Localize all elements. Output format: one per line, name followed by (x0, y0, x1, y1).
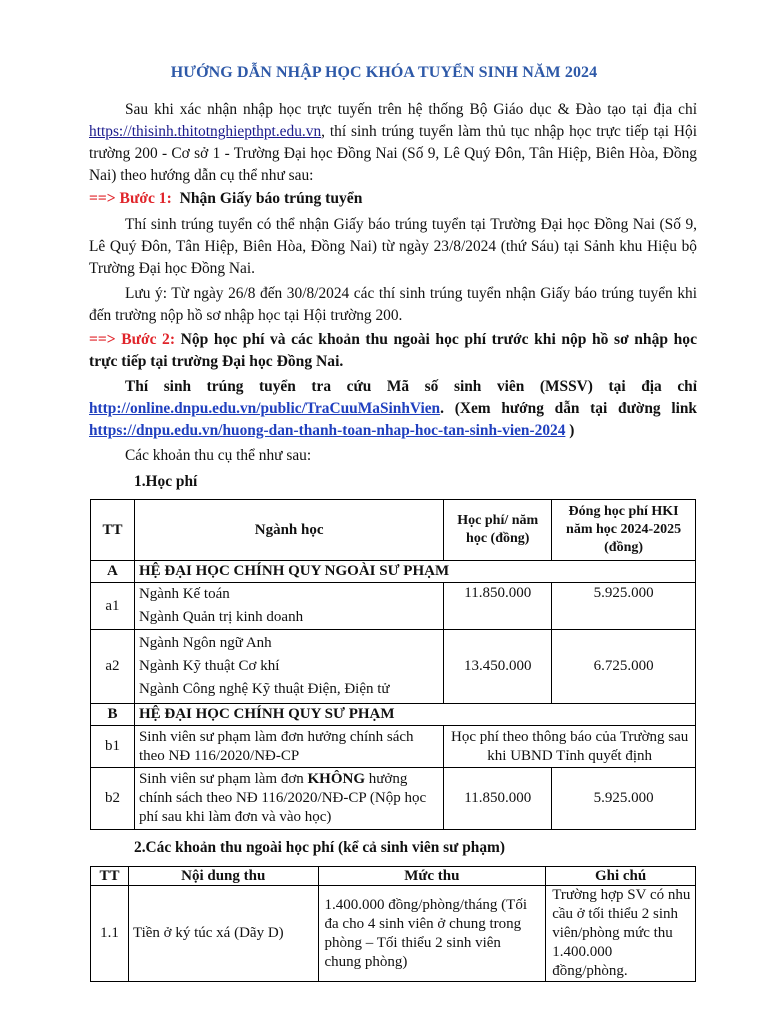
fees-table (90, 866, 696, 982)
step1-paragraph-1 (89, 214, 697, 280)
a2-nganh-1: Ngành Ngôn ngữ Anh (138, 635, 272, 651)
a2-hk1: 6.725.000 (552, 630, 696, 704)
step1-title: Nhận Giấy báo trúng tuyển (179, 190, 363, 207)
group-a-tt: A (91, 561, 135, 583)
fee-1-1-ghichu: Trường hợp SV có nhu cầu ở tối thiểu 2 sinh viên/phòng mức thu 1.400.000 đồng/phòng. (546, 886, 696, 982)
fee-1-1-mucthu: 1.400.000 đồng/phòng/tháng (Tối đa cho 4 sinh viên ở chung trong phòng – Tối thiểu 2 sinh viên chung phòng) (318, 886, 546, 982)
thisinh-link[interactable]: https://thisinh.thitotnghiepthpt.edu.vn (89, 123, 322, 140)
step2-text-1b: . (Xem hướng dẫn tại đường link (440, 400, 697, 417)
fee-1-1-tt: 1.1 (91, 886, 129, 982)
a1-nganh (134, 583, 443, 630)
step2-heading (89, 329, 697, 373)
b2-nganh-post: hưởng chính sách theo NĐ 116/2020/NĐ-CP (Nộp học phí sau khi làm đơn và vào học) (138, 771, 427, 825)
section1-label: 1.Học phí (134, 473, 198, 490)
step1-text-1: Thí sinh trúng tuyển có thể nhận Giấy báo trúng tuyển tại Trường Đại học Đồng Nai (Số 9, Lê Quý Đôn, Tân Hiệp, Biên Hòa, Đồng Nai) từ ngày 23/8/2024 (thứ Sáu) tại Sảnh khu Hiệu bộ Trường Đại học Đồng Nai. (89, 216, 697, 277)
b2-tt: b2 (91, 768, 135, 830)
b1-nganh: Sinh viên sư phạm làm đơn hưởng chính sách theo NĐ 116/2020/NĐ-CP (134, 726, 443, 768)
a2-tt: a2 (91, 630, 135, 704)
a2-nganh-2: Ngành Kỹ thuật Cơ khí (138, 658, 280, 674)
group-a-label: HỆ ĐẠI HỌC CHÍNH QUY NGOÀI SƯ PHẠM (134, 561, 695, 583)
b2-hk1: 5.925.000 (552, 768, 696, 830)
a1-tt: a1 (91, 583, 135, 630)
b1-note: Học phí theo thông báo của Trường sau khi UBND Tỉnh quyết định (444, 726, 696, 768)
a1-hocphi: 11.850.000 (444, 583, 552, 630)
b1-tt: b1 (91, 726, 135, 768)
col-hk1-header: Đóng học phí HKI năm học 2024-2025 (đồng) (552, 500, 696, 561)
huong-dan-link[interactable]: https://dnpu.edu.vn/huong-dan-thanh-toan-nhap-hoc-tan-sinh-vien-2024 (89, 422, 566, 439)
group-a-row (91, 561, 696, 583)
a2-nganh (134, 630, 443, 704)
step1-paragraph-2 (89, 283, 697, 327)
tracuu-mssv-link[interactable]: http://online.dnpu.edu.vn/public/TraCuuMaSinhVien (89, 400, 441, 417)
col-hocphi-header: Học phí/ năm học (đồng) (444, 500, 552, 561)
group-b-label: HỆ ĐẠI HỌC CHÍNH QUY SƯ PHẠM (134, 704, 695, 726)
a1-nganh-2: Ngành Quản trị kinh doanh (138, 609, 304, 625)
a2-nganh-3: Ngành Công nghệ Kỹ thuật Điện, Điện tử (138, 681, 390, 697)
fees-col-mucthu-header: Mức thu (318, 867, 546, 886)
table-row-b2 (91, 768, 696, 830)
step2-paragraph-1 (89, 376, 697, 442)
fees-col-ghichu-header: Ghi chú (546, 867, 696, 886)
b2-nganh (134, 768, 443, 830)
col-tt-header: TT (91, 500, 135, 561)
table-row-a1 (91, 583, 696, 630)
intro-text-1: Sau khi xác nhận nhập học trực tuyến trên hệ thống Bộ Giáo dục & Đào tạo tại địa chỉ (125, 101, 697, 118)
group-b-tt: B (91, 704, 135, 726)
table-row-fee-1-1 (91, 886, 696, 982)
intro-paragraph (89, 99, 697, 187)
intro-text-2: , thí sinh trúng tuyển làm thủ tục nhập học trực tiếp tại Hội trường 200 - Cơ sở 1 - Trường Đại học Đồng Nai (Số 9, Lê Quý Đôn, Tân Hiệp, Biên Hòa, Đồng Nai) theo hướng dẫn cụ thể như sau: (89, 123, 697, 184)
b2-hocphi: 11.850.000 (444, 768, 552, 830)
document-title: HƯỚNG DẪN NHẬP HỌC KHÓA TUYỂN SINH NĂM 2024 (170, 64, 598, 81)
step2-text-2: Các khoản thu cụ thể như sau: (125, 447, 312, 464)
table-row-b1 (91, 726, 696, 768)
tuition-header-row (91, 500, 696, 561)
fees-header-row (91, 867, 696, 886)
group-b-row (91, 704, 696, 726)
a1-hk1: 5.925.000 (552, 583, 696, 630)
section2-label: 2.Các khoản thu ngoài học phí (kể cả sinh viên sư phạm) (134, 839, 505, 856)
fees-col-noidung-header: Nội dung thu (128, 867, 318, 886)
a2-hocphi: 13.450.000 (444, 630, 552, 704)
step2-text-1a: Thí sinh trúng tuyển tra cứu Mã số sinh viên (MSSV) tại địa chỉ (125, 378, 697, 395)
step1-arrow: ==> Bước 1: (89, 190, 172, 207)
step2-arrow: ==> Bước 2: (89, 331, 176, 348)
tuition-table (90, 499, 696, 830)
b2-nganh-pre: Sinh viên sư phạm làm đơn (138, 771, 308, 787)
step2-text-1c: ) (565, 422, 575, 439)
step1-text-2: Lưu ý: Từ ngày 26/8 đến 30/8/2024 các thí sinh trúng tuyển nhận Giấy báo trúng tuyển khi đến trường nộp hồ sơ nhập học tại Hội trường 200. (89, 285, 697, 324)
fee-1-1-noidung: Tiền ở ký túc xá (Dãy D) (128, 886, 318, 982)
a1-nganh-1: Ngành Kế toán (138, 586, 230, 602)
b2-nganh-bold: KHÔNG (307, 771, 366, 787)
step2-title: Nộp học phí và các khoản thu ngoài học phí trước khi nộp hồ sơ nhập học trực tiếp tại trường Đại học Đồng Nai. (89, 331, 697, 370)
step2-paragraph-2 (89, 445, 697, 467)
table-row-a2 (91, 630, 696, 704)
fees-col-tt-header: TT (91, 867, 129, 886)
col-nganh-header: Ngành học (134, 500, 443, 561)
step1-heading (89, 188, 697, 210)
